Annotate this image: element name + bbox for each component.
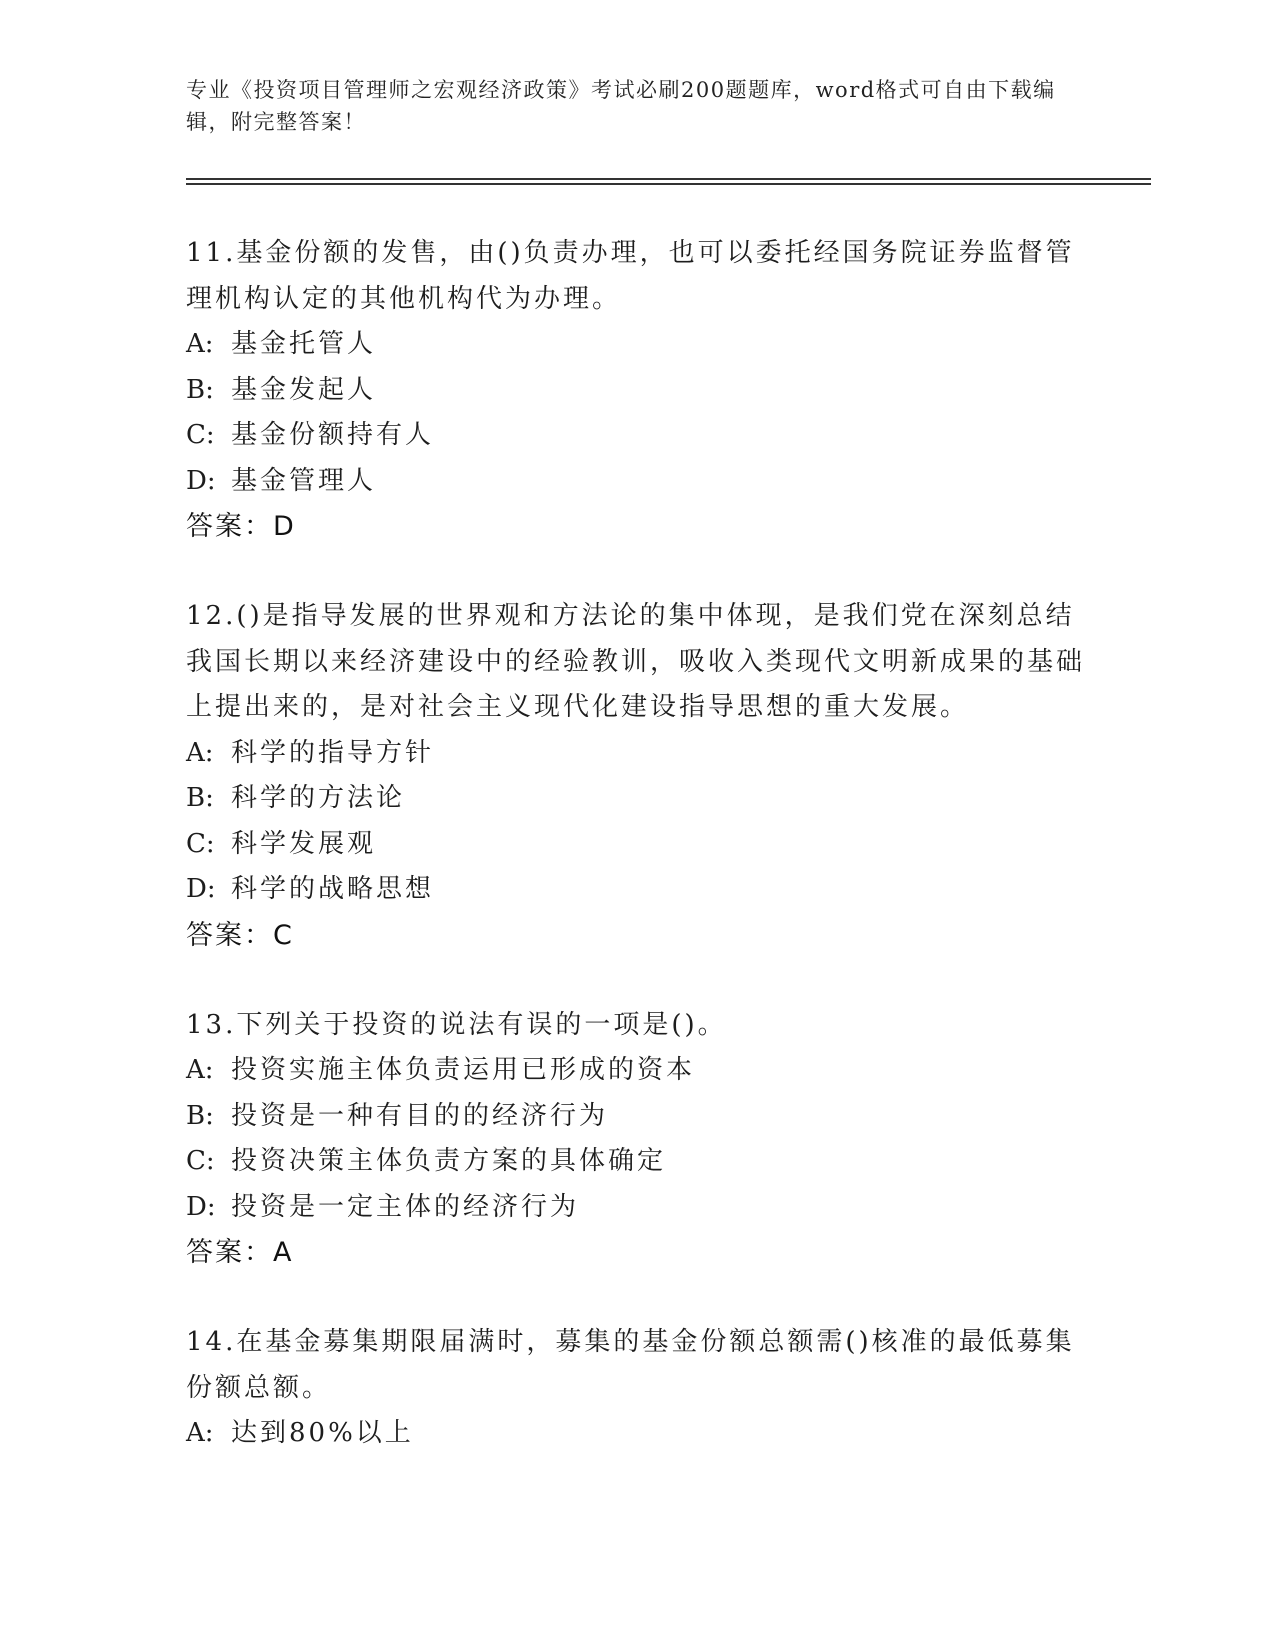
option-text: 科学的方法论 bbox=[231, 783, 406, 813]
option-key: B: bbox=[186, 783, 214, 813]
question-stem: 14.在基金募集期限届满时，募集的基金份额总额需()核准的最低募集份额总额。 bbox=[186, 1327, 1075, 1403]
option-key: D: bbox=[186, 1191, 216, 1222]
option-text: 投资实施主体负责运用已形成的资本 bbox=[231, 1055, 696, 1085]
question-13 bbox=[186, 1003, 1086, 1277]
option-key: D: bbox=[186, 465, 216, 496]
question-11 bbox=[186, 231, 1086, 550]
option-text: 投资是一定主体的经济行为 bbox=[231, 1191, 580, 1222]
option-d bbox=[186, 867, 1086, 913]
option-d bbox=[186, 1185, 1086, 1231]
option-text: 基金份额持有人 bbox=[231, 420, 435, 450]
option-key: C: bbox=[186, 828, 215, 859]
option-key: A: bbox=[186, 1418, 214, 1448]
option-b bbox=[186, 776, 1086, 822]
option-a bbox=[186, 322, 1086, 368]
answer-line: 答案：A bbox=[186, 1237, 294, 1268]
option-a bbox=[186, 731, 1086, 777]
option-key: B: bbox=[186, 374, 214, 405]
answer-line: 答案：D bbox=[186, 511, 296, 542]
option-key: C: bbox=[186, 1146, 215, 1176]
option-key: A: bbox=[186, 1055, 214, 1085]
option-a bbox=[186, 1411, 1086, 1457]
option-key: B: bbox=[186, 1100, 214, 1131]
question-stem: 13.下列关于投资的说法有误的一项是()。 bbox=[186, 1009, 727, 1040]
option-key: D: bbox=[186, 874, 216, 904]
question-14 bbox=[186, 1320, 1086, 1457]
option-text: 基金管理人 bbox=[231, 465, 377, 496]
option-text: 基金托管人 bbox=[231, 329, 377, 359]
option-text: 基金发起人 bbox=[231, 374, 377, 405]
option-a bbox=[186, 1048, 1086, 1094]
option-c bbox=[186, 413, 1086, 459]
option-b bbox=[186, 1094, 1086, 1140]
option-d bbox=[186, 459, 1086, 505]
option-key: C: bbox=[186, 420, 215, 450]
question-stem: 12.()是指导发展的世界观和方法论的集中体现，是我们党在深刻总结我国长期以来经济建设中的经验教训，吸收入类现代文明新成果的基础上提出来的，是对社会主义现代化建设指导思想的重大发展。 bbox=[186, 601, 1086, 722]
option-text: 科学发展观 bbox=[231, 828, 377, 859]
question-stem: 11.基金份额的发售，由()负责办理，也可以委托经国务院证券监督管理机构认定的其他机构代为办理。 bbox=[186, 238, 1075, 314]
option-c bbox=[186, 1139, 1086, 1185]
option-c bbox=[186, 822, 1086, 868]
option-text: 投资决策主体负责方案的具体确定 bbox=[231, 1146, 667, 1176]
option-text: 科学的战略思想 bbox=[231, 874, 435, 904]
option-text: 科学的指导方针 bbox=[231, 737, 435, 768]
option-text: 投资是一种有目的的经济行为 bbox=[231, 1100, 609, 1131]
question-12 bbox=[186, 594, 1086, 959]
answer-line: 答案：C bbox=[186, 919, 294, 951]
question-list bbox=[186, 231, 1086, 1501]
document-header: 专业《投资项目管理师之宏观经济政策》考试必刷200题题库，word格式可自由下载编辑，附完整答案！ bbox=[186, 78, 1056, 134]
option-text: 达到80%以上 bbox=[231, 1418, 414, 1448]
header-rule-bottom bbox=[186, 183, 1151, 185]
header-rule-top bbox=[186, 178, 1151, 180]
option-b bbox=[186, 368, 1086, 414]
option-key: A: bbox=[186, 737, 214, 768]
option-key: A: bbox=[186, 329, 214, 359]
